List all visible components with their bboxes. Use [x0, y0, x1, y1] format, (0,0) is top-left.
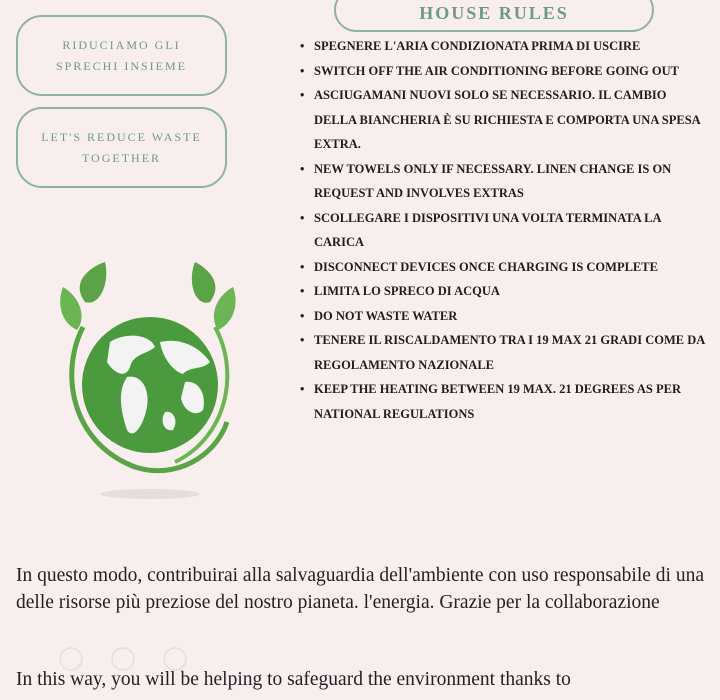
badge-line: SPRECHI INSIEME	[55, 58, 187, 73]
badge-line: LET'S REDUCE WASTE	[41, 129, 202, 144]
rule-item: • KEEP THE HEATING BETWEEN 19 MAX. 21 DEGREES AS PER NATIONAL REGULATIONS	[300, 377, 710, 426]
house-rules-title: HOUSE RULES	[334, 0, 654, 32]
rule-item: • NEW TOWELS ONLY IF NECESSARY. LINEN CHANGE IS ON REQUEST AND INVOLVES EXTRAS	[300, 157, 710, 206]
rule-item: • ASCIUGAMANI NUOVI SOLO SE NECESSARIO. IL CAMBIO DELLA BIANCHERIA È SU RICHIESTA E COMPORTA UNA SPESA EXTRA.	[300, 83, 710, 157]
rule-item: • DO NOT WASTE WATER	[300, 304, 710, 329]
reduce-waste-english-badge	[16, 107, 227, 188]
closing-paragraph-english: In this way, you will be helping to safeguard the environment thanks to	[16, 669, 571, 690]
house-rules-list	[300, 34, 710, 426]
rule-item: • TENERE IL RISCALDAMENTO TRA I 19 MAX 21 GRADI COME DA REGOLAMENTO NAZIONALE	[300, 328, 710, 377]
badge-line: RIDUCIAMO GLI	[62, 37, 181, 52]
closing-paragraph-italian: In questo modo, contribuirai alla salvaguardia dell'ambiente con uso responsabile di una delle risorse più preziose del nostro pianeta. l'energia. Grazie per la collaborazione	[16, 565, 704, 613]
earth-with-leaves-icon	[55, 262, 245, 502]
rule-item: • SCOLLEGARE I DISPOSITIVI UNA VOLTA TERMINATA LA CARICA	[300, 206, 710, 255]
rule-item: • SPEGNERE L'ARIA CONDIZIONATA PRIMA DI USCIRE	[300, 34, 710, 59]
badge-line: TOGETHER	[81, 150, 162, 165]
rule-item: • SWITCH OFF THE AIR CONDITIONING BEFORE GOING OUT	[300, 59, 710, 84]
rule-item: • DISCONNECT DEVICES ONCE CHARGING IS COMPLETE	[300, 255, 710, 280]
rule-item: • LIMITA LO SPRECO DI ACQUA	[300, 279, 710, 304]
reduce-waste-italian-badge	[16, 15, 227, 96]
